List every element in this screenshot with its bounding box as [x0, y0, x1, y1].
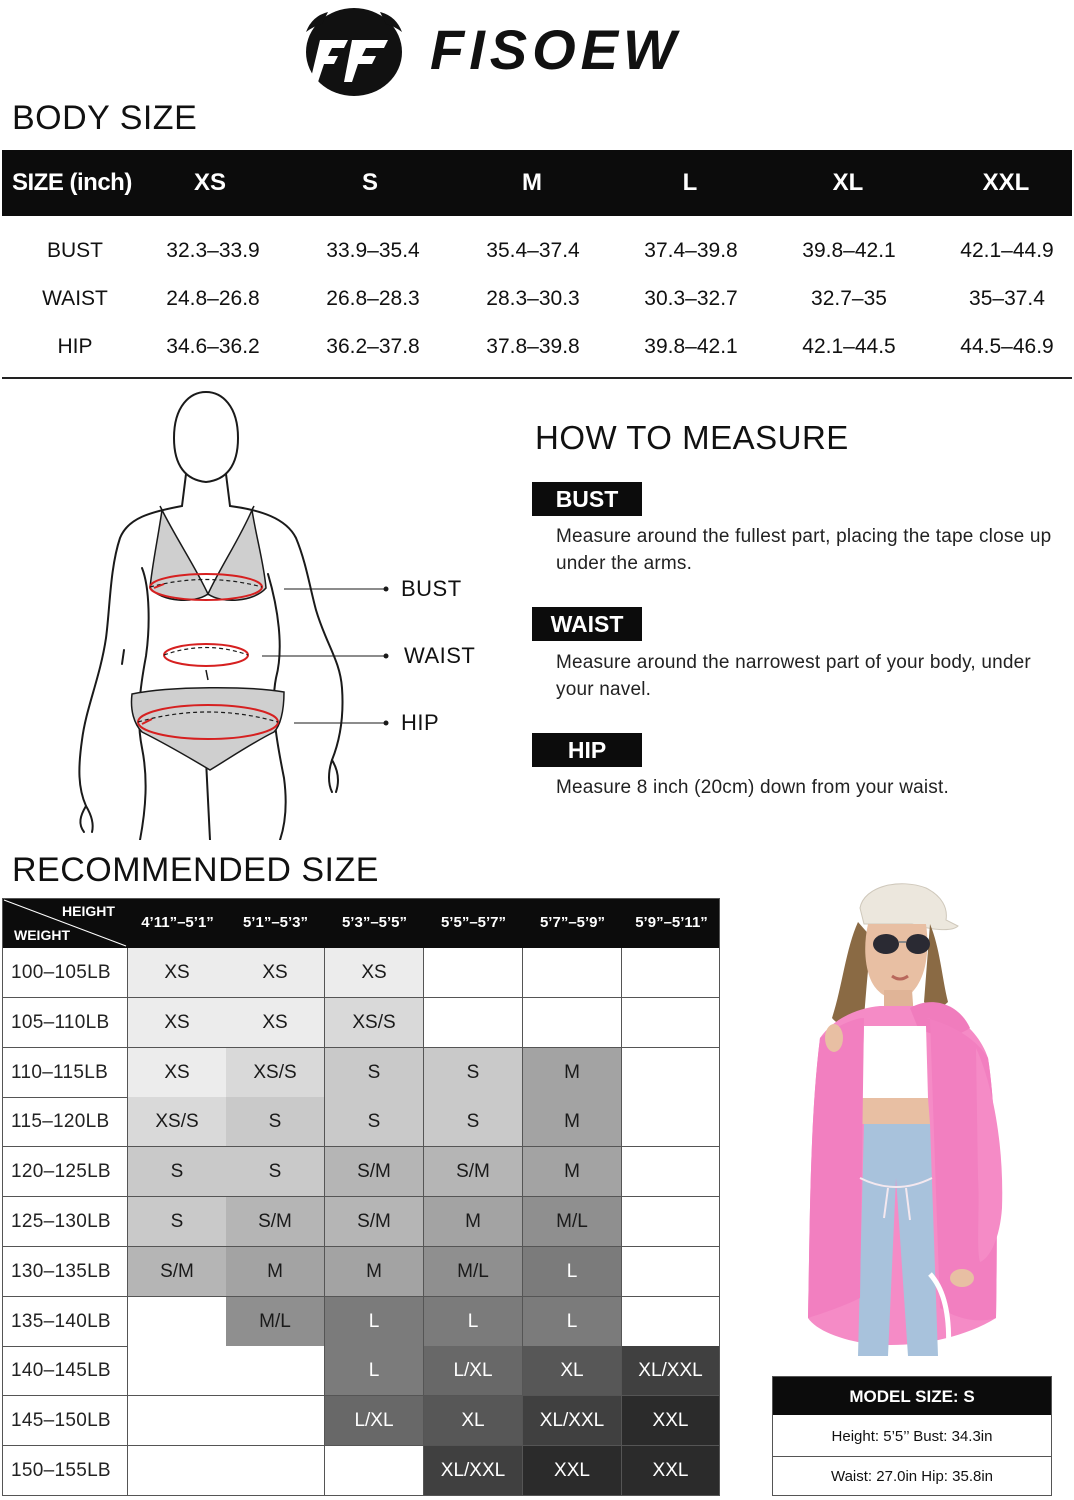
- body-size-value: 35.4–37.4: [486, 239, 580, 262]
- size-cell-empty: [622, 1247, 720, 1297]
- size-cell: S: [226, 1147, 325, 1197]
- size-cell-empty: [226, 1396, 325, 1446]
- weight-row-label: 135–140LB: [2, 1297, 127, 1347]
- size-header-l: L: [682, 169, 698, 196]
- size-cell: M/L: [523, 1197, 622, 1247]
- size-cell: M/L: [424, 1247, 523, 1297]
- brand-logo-mark-icon: [302, 2, 406, 98]
- size-header-xs: XS: [193, 169, 226, 196]
- size-cell: XS: [128, 948, 227, 998]
- size-cell: XS/S: [325, 998, 424, 1048]
- size-cell-empty: [622, 1147, 720, 1197]
- weight-row-label: 130–135LB: [2, 1247, 127, 1297]
- body-size-value: 39.8–42.1: [802, 239, 896, 262]
- size-cell-empty: [128, 1396, 227, 1446]
- body-size-value: 28.3–30.3: [486, 287, 580, 310]
- weight-row-label: 110–115LB: [2, 1048, 127, 1098]
- measure-tag-hip: HIP: [532, 733, 642, 767]
- height-header-5-7-5-9: 5’7”–5’9”: [539, 914, 606, 931]
- body-size-value: 32.3–33.9: [166, 239, 260, 262]
- size-cell: S: [325, 1048, 424, 1098]
- size-cell: L/XL: [424, 1346, 523, 1396]
- size-cell: L: [523, 1247, 622, 1297]
- size-cell: XXL: [622, 1396, 720, 1446]
- size-cell: XXL: [523, 1446, 622, 1496]
- size-cell: M: [325, 1247, 424, 1297]
- model-waist-hip: Waist: 27.0in Hip: 35.8in: [830, 1468, 994, 1485]
- size-cell: S/M: [325, 1197, 424, 1247]
- body-size-value: 36.2–37.8: [326, 335, 420, 358]
- brand-name: FISOEW: [430, 18, 681, 81]
- measure-desc-bust: Measure around the fullest part, placing the tape close up under the arms.: [556, 526, 1052, 574]
- size-cell: M: [523, 1147, 622, 1197]
- height-header-5-5-5-7: 5’5”–5’7”: [440, 914, 507, 931]
- size-cell: XS: [226, 998, 325, 1048]
- size-cell-empty: [424, 948, 523, 998]
- size-cell-empty: [622, 998, 720, 1048]
- figure-label-hip: HIP: [401, 710, 440, 735]
- weight-row-label: 145–150LB: [2, 1396, 127, 1446]
- body-size-value: 34.6–36.2: [166, 335, 260, 358]
- measure-desc-hip: Measure 8 inch (20cm) down from your waist.: [556, 777, 949, 798]
- size-cell-empty: [128, 1446, 227, 1496]
- size-cell: S: [424, 1097, 523, 1147]
- size-cell: XS/S: [128, 1097, 227, 1147]
- measure-tag-waist: WAIST: [532, 607, 642, 641]
- weight-row-label: 105–110LB: [2, 998, 127, 1048]
- measure-tag-bust: BUST: [532, 482, 642, 516]
- size-header-m: M: [522, 169, 542, 196]
- body-size-row-label: BUST: [46, 239, 103, 262]
- recommended-size-title: RECOMMENDED SIZE: [12, 851, 379, 889]
- body-size-value: 32.7–35: [811, 287, 887, 310]
- how-to-measure-title: HOW TO MEASURE: [535, 419, 849, 456]
- figure-label-waist: WAIST: [404, 643, 476, 668]
- size-cell-empty: [622, 1048, 720, 1098]
- size-header-xxl: XXL: [982, 169, 1030, 196]
- corner-label-height: HEIGHT: [62, 903, 115, 919]
- size-cell: S: [424, 1048, 523, 1098]
- body-size-row-label: WAIST: [42, 287, 108, 310]
- weight-row-label: 100–105LB: [2, 948, 127, 998]
- body-size-value: 37.8–39.8: [486, 335, 580, 358]
- size-cell: M: [523, 1097, 622, 1147]
- size-cell-empty: [226, 1446, 325, 1496]
- body-size-row-label: HIP: [57, 335, 93, 358]
- model-size-title: MODEL SIZE: S: [773, 1377, 1051, 1415]
- size-cell-empty: [128, 1346, 227, 1396]
- size-cell: S: [325, 1097, 424, 1147]
- body-size-value: 42.1–44.9: [960, 239, 1054, 262]
- body-size-value: 33.9–35.4: [326, 239, 420, 262]
- size-cell-empty: [622, 1197, 720, 1247]
- size-cell: L/XL: [325, 1396, 424, 1446]
- size-cell: XS/S: [226, 1048, 325, 1098]
- weight-row-label: 125–130LB: [2, 1197, 127, 1247]
- body-size-value: 37.4–39.8: [644, 239, 738, 262]
- size-cell: S/M: [424, 1147, 523, 1197]
- size-cell: S: [226, 1097, 325, 1147]
- size-cell: L: [325, 1297, 424, 1347]
- size-cell: S/M: [226, 1197, 325, 1247]
- height-header-5-3-5-5: 5’3”–5’5”: [341, 914, 408, 931]
- model-photo: [780, 878, 1030, 1356]
- size-cell: XXL: [622, 1446, 720, 1496]
- size-cell-empty: [523, 998, 622, 1048]
- size-cell: XS: [226, 948, 325, 998]
- body-size-value: 26.8–28.3: [326, 287, 420, 310]
- height-header-4-11-5-1: 4’11”–5’1”: [141, 914, 214, 931]
- figure-label-bust: BUST: [401, 576, 462, 601]
- size-header-s: S: [361, 169, 378, 196]
- weight-column-divider: [127, 948, 128, 1496]
- size-cell-empty: [128, 1297, 227, 1347]
- height-header-5-1-5-3: 5’1”–5’3”: [242, 914, 309, 931]
- measure-desc-waist: Measure around the narrowest part of your body, under your navel.: [556, 652, 1031, 700]
- size-cell: XL/XXL: [424, 1446, 523, 1496]
- model-size-box: [772, 1376, 1052, 1496]
- size-cell: S/M: [325, 1147, 424, 1197]
- size-header-xl: XL: [832, 169, 864, 196]
- size-cell: L: [325, 1346, 424, 1396]
- height-header-5-9-5-11: 5’9”–5’11”: [635, 914, 708, 931]
- body-size-value: 35–37.4: [969, 287, 1045, 310]
- size-cell-empty: [325, 1446, 424, 1496]
- size-cell: L: [424, 1297, 523, 1347]
- section-divider: [2, 377, 1072, 379]
- size-cell: M: [226, 1247, 325, 1297]
- size-cell-empty: [622, 1297, 720, 1347]
- weight-row-label: 120–125LB: [2, 1147, 127, 1197]
- size-cell: S/M: [128, 1247, 227, 1297]
- body-size-value: 39.8–42.1: [644, 335, 738, 358]
- size-cell: S: [128, 1197, 227, 1247]
- recommended-size-table: [2, 898, 720, 1496]
- size-cell: XL/XXL: [622, 1346, 720, 1396]
- size-cell: XL: [523, 1346, 622, 1396]
- size-cell: M: [424, 1197, 523, 1247]
- size-cell: XL/XXL: [523, 1396, 622, 1446]
- size-cell: XL: [424, 1396, 523, 1446]
- size-cell-empty: [622, 1097, 720, 1147]
- size-cell: XS: [128, 1048, 227, 1098]
- weight-row-label: 150–155LB: [2, 1446, 127, 1496]
- size-cell-empty: [424, 998, 523, 1048]
- corner-label-weight: WEIGHT: [14, 927, 70, 943]
- brand-logo: [302, 2, 772, 98]
- body-size-header-label: SIZE (inch): [12, 169, 132, 196]
- size-cell-empty: [226, 1346, 325, 1396]
- size-cell: L: [523, 1297, 622, 1347]
- body-size-value: 42.1–44.5: [802, 335, 896, 358]
- weight-row-label: 140–145LB: [2, 1346, 127, 1396]
- size-cell-empty: [523, 948, 622, 998]
- size-cell: XS: [325, 948, 424, 998]
- model-height-bust: Height: 5’5’’ Bust: 34.3in: [773, 1417, 1051, 1457]
- size-cell: XS: [128, 998, 227, 1048]
- size-cell-empty: [622, 948, 720, 998]
- weight-row-label: 115–120LB: [2, 1097, 127, 1147]
- size-cell: M/L: [226, 1297, 325, 1347]
- body-size-value: 44.5–46.9: [960, 335, 1054, 358]
- body-size-title: BODY SIZE: [12, 99, 198, 137]
- size-cell: M: [523, 1048, 622, 1098]
- size-cell: S: [128, 1147, 227, 1197]
- body-measure-figure-icon: [70, 388, 490, 840]
- body-size-value: 24.8–26.8: [166, 287, 260, 310]
- body-size-value: 30.3–32.7: [644, 287, 738, 310]
